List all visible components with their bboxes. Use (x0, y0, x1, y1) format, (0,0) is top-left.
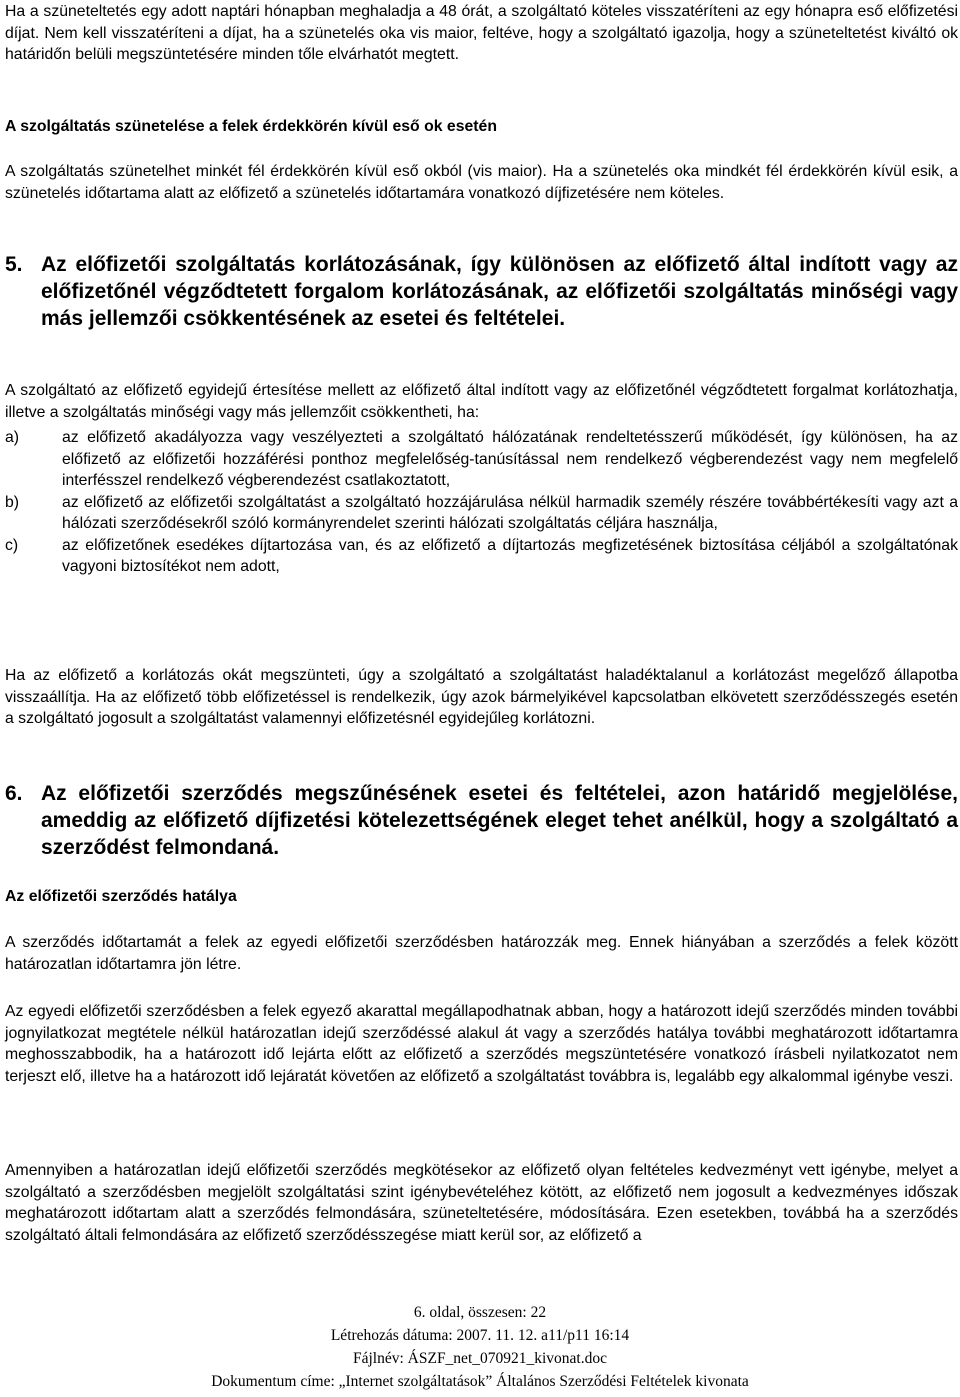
section-5-title: Az előfizetői szolgáltatás korlátozásának, így különösen az előfizető által indított vagy az előfizetőnél végződtetett forgalom korlátozásának, az előfizetői szolgáltatás minőségi vagy más jellemzői csökkentésének az esetei és feltételei. (41, 253, 958, 330)
section-5-heading (5, 251, 958, 332)
list-text: az előfizetőnek esedékes díjtartozása van, és az előfizető a díjtartozás megfizetésének biztosítása céljából a szolgáltatónak vagyoni biztosítékot nem adott, (62, 536, 958, 575)
list-label: b) (5, 493, 20, 511)
list-item-a (5, 427, 958, 492)
footer-document-title: Dokumentum címe: „Internet szolgáltatások” Általános Szerződési Feltételek kivonata (211, 1373, 749, 1390)
list-label: a) (5, 429, 20, 446)
paragraph-indefinite-term: Amennyiben a határozatlan idejű előfizetői szerződés megkötésekor az előfizető olyan feltételes kedvezményt vett igénybe, melyet a szolgáltató a szerződésben megjelölt szolgáltatási szint igénybevételéhez kötött, az előfizető nem jogosult a kedvezményes időszak meghatározott időtartam alatt a szerződés felmondására, szüneteltetésére, módosítására. Ezen esetekben, továbbá ha a szerződés szolgáltató általi felmondására az előfizető szerződésszegése miatt kerül sor, az előfizető a (5, 1162, 958, 1244)
subheading-vis-maior: A szolgáltatás szünetelése a felek érdekkörén kívül eső ok esetén (5, 118, 497, 135)
list-item-b (5, 492, 958, 535)
list-label: c) (5, 536, 19, 554)
paragraph-vis-maior: A szolgáltatás szünetelhet minkét fél érdekkörén kívül eső okból (vis maior). Ha a szünetelés oka mindkét fél érdekkörén kívül esik, a szünetelés időtartama alatt az előfizető a szünetelés időtartamára vonatkozó díjfizetésére nem köteles. (5, 163, 958, 202)
paragraph-refund: Ha a szüneteltetés egy adott naptári hónapban meghaladja a 48 órát, a szolgáltató köteles visszatéríteni az egy hónapra eső előfizetési díjat. Nem kell visszatéríteni a díjat, ha a szünetelés oka vis maior, feltéve, hogy a szolgáltató igazolja, hogy a szüneteltetést kiváltó ok határidőn belüli megszüntetésére minden tőle elvárhatót megtett. (5, 3, 958, 63)
subheading-contract-scope: Az előfizetői szerződés hatálya (5, 888, 237, 905)
list-text: az előfizető az előfizetői szolgáltatást a szolgáltató hozzájárulása nélkül harmadik személy részére továbbértékesíti vagy azt a hálózati szerződésekről szóló kormányrendelet szerinti hálózati szolgáltatás céljára használja, (62, 493, 958, 532)
paragraph-fixed-term: Az egyedi előfizetői szerződésben a felek egyező akarattal megállapodhatnak abban, hogy a határozott idejű szerződés minden további jognyilatkozat megtétele nélkül határozatlan idejű szerződéssé alakul át vagy a szerződés hatálya további meghatározott időtartamra meghosszabbodik, ha a határozott idő lejárta előtt az előfizető a szerződés megszüntetésére vonatkozó írásbeli nyilatkozatot nem terjeszt elő, illetve ha a határozott idő lejáratát követően az előfizető a szolgáltatást továbbra is, legalább egy alkalommal igénybe veszi. (5, 1003, 958, 1085)
section-5-number: 5. (5, 253, 23, 276)
footer-created-date: Létrehozás dátuma: 2007. 11. 12. a11/p11 16:14 (330, 1327, 630, 1344)
page-footer (0, 1301, 960, 1393)
list-item-c (5, 535, 958, 578)
section-6-title: Az előfizetői szerződés megszűnésének esetei és feltételei, azon határidő megjelölése, ameddig az előfizető díjfizetési kötelezettségének eleget tehet anélkül, hogy a szolgáltató a szerződést felmondaná. (41, 782, 958, 859)
section-6-heading (5, 780, 958, 861)
footer-page-number: 6. oldal, összesen: 22 (413, 1304, 547, 1321)
paragraph-restore: Ha az előfizető a korlátozás okát megszünteti, úgy a szolgáltató a szolgáltatást haladéktalanul a korlátozást megelőző állapotba visszaállítja. Ha az előfizető több előfizetéssel is rendelkezik, úgy azok bármelyikével kapcsolatban elkövetett szerződésszegés esetén a szolgáltató jogosult a szolgáltatást valamennyi előfizetésnél egyidejűleg korlátozni. (5, 667, 958, 727)
section-6-number: 6. (5, 782, 23, 805)
paragraph-restriction-intro: A szolgáltató az előfizető egyidejű értesítése mellett az előfizető által indított vagy az előfizetőnél végződtetett forgalmat korlátozhatja, illetve a szolgáltatás minőségi vagy más jellemzőit csökkentheti, ha: (5, 382, 958, 421)
restriction-list (5, 427, 958, 578)
footer-filename: Fájlnév: ÁSZF_net_070921_kivonat.doc (352, 1350, 607, 1367)
paragraph-contract-duration: A szerződés időtartamát a felek az egyedi előfizetői szerződésben határozzák meg. Ennek hiányában a szerződés a felek között határozatlan időtartamra jön létre. (5, 934, 958, 973)
list-text: az előfizető akadályozza vagy veszélyezteti a szolgáltató hálózatának rendeltetésszerű működését, így különösen, ha az előfizető az előfizetői hozzáférési ponthoz megfelelőség-tanúsítással nem rendelkező végberendezést vagy nem megfelelő interfésszel rendelkező végberendezést csatlakoztatott, (62, 429, 958, 489)
